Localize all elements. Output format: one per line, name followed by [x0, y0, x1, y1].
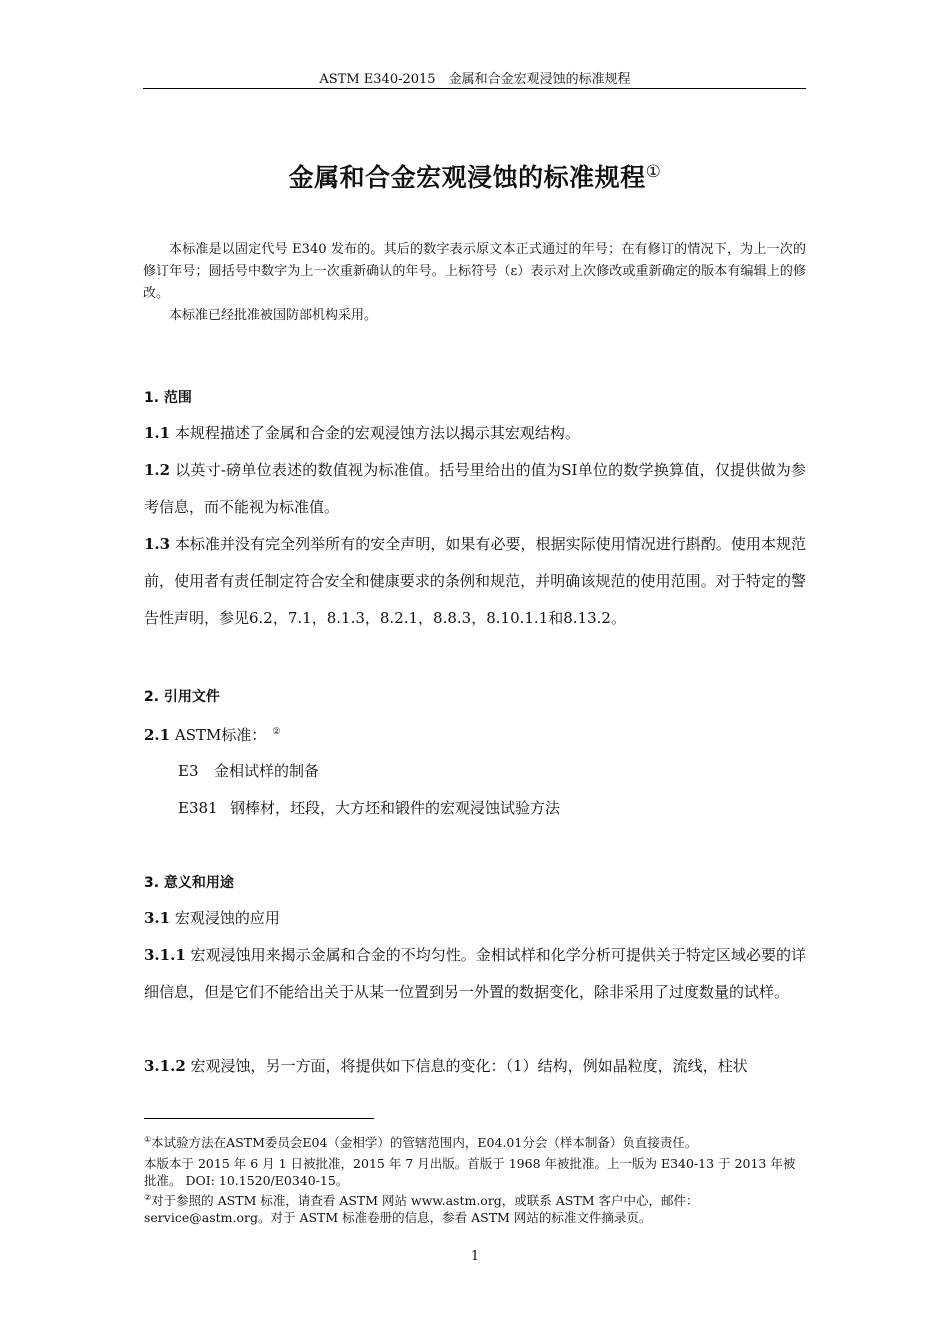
document-title-text: 金属和合金宏观浸蚀的标准规程: [288, 163, 646, 192]
section-3-1: [144, 900, 806, 937]
section-3-heading: 3. 意义和用途: [144, 875, 234, 891]
clause-number: 1.2: [144, 461, 171, 479]
footnote-mark: ①: [144, 1135, 152, 1144]
intro-paragraph-1: 本标准是以固定代号 E340 发布的。其后的数字表示原文本正式通过的年号；在有修订的情况下，为上一次的修订年号；圆括号中数字为上一次重新确认的年号。上标符号（ε）表示对上次修改或重新确定的版本有编辑上的修改。: [143, 242, 806, 301]
footnote-rule: [144, 1118, 374, 1119]
section-1-1: [144, 415, 806, 452]
clause-text: 本规程描述了金属和合金的宏观浸蚀方法以揭示其宏观结构。: [170, 424, 580, 442]
footnote-text: 对于参照的 ASTM 标准，请查看 ASTM 网站 www.astm.org，或联系 ASTM 客户中心，邮件：service@astm.org。对于 ASTM 标准卷册的信息，参看 ASTM 网站的标准文件摘录页。: [144, 1193, 699, 1225]
section-1-heading: 1. 范围: [144, 390, 192, 406]
reference-title: 金相试样的制备: [214, 762, 320, 780]
footnote-1: [144, 1131, 806, 1151]
reference-code: E3: [178, 762, 199, 780]
clause-number: 1.1: [144, 424, 171, 442]
page-number: 1: [470, 1249, 480, 1264]
clause-number: 3.1.1: [144, 946, 186, 964]
running-header: ASTM E340-2015 金属和合金宏观浸蚀的标准规程: [319, 72, 631, 87]
section-1-2: [144, 452, 806, 526]
footnote-1-continued: 本版本于 2015 年 6 月 1 日被批准，2015 年 7 月出版。首版于 1968 年被批准。上一版为 E340-13 于 2013 年被批准。 DOI: 10.1520/E0340-15。: [144, 1156, 796, 1188]
intro-block: [143, 239, 806, 327]
section-2-1: [144, 714, 806, 754]
clause-text: 以英寸-磅单位表述的数值视为标准值。括号里给出的值为SI单位的数学换算值，仅提供做为参考信息，而不能视为标准值。: [144, 461, 806, 516]
clause-number: 1.3: [144, 535, 171, 553]
clause-text: 宏观浸蚀的应用: [170, 909, 280, 927]
intro-paragraph-2: 本标准已经批准被国防部机构采用。: [169, 308, 378, 323]
clause-text: 宏观浸蚀，另一方面，将提供如下信息的变化：（1）结构，例如晶粒度，流线，柱状: [185, 1057, 748, 1075]
clause-text: ASTM标准：: [170, 726, 267, 744]
title-footnote-mark: ①: [645, 162, 662, 182]
section-3-1-2: [144, 1048, 806, 1085]
clause-number: 3.1: [144, 909, 171, 927]
reference-code: E381: [178, 799, 218, 817]
footnote-2: [144, 1189, 806, 1226]
section-2-heading: 2. 引用文件: [144, 689, 220, 705]
footnote-text: 本试验方法在ASTM委员会E04（金相学）的管辖范围内，E04.01分会（样本制备）负直接责任。: [151, 1135, 698, 1150]
clause-number: 3.1.2: [144, 1057, 186, 1075]
clause-text: 本标准并没有完全列举所有的安全声明，如果有必要，根据实际使用情况进行斟酌。使用本规范前，使用者有责任制定符合安全和健康要求的条例和规范，并明确该规范的使用范围。对于特定的警告性声明，参见6.2，7.1，8.1.3，8.2.1，8.8.3，8.10.1.1和8.13.2。: [144, 535, 806, 627]
clause-footnote-mark: ②: [272, 727, 281, 737]
clause-number: 2.1: [144, 726, 171, 744]
reference-title: 钢棒材，坯段，大方坯和锻件的宏观浸蚀试验方法: [230, 799, 561, 817]
reference-item: [178, 760, 319, 781]
section-1-3: [144, 526, 806, 637]
document-title: [0, 158, 950, 194]
clause-text: 宏观浸蚀用来揭示金属和合金的不均匀性。金相试样和化学分析可提供关于特定区域必要的详细信息，但是它们不能给出关于从某一位置到另一外置的数据变化，除非采用了过度数量的试样。: [144, 946, 806, 1001]
footnote-mark: ②: [144, 1193, 152, 1202]
reference-item: [178, 797, 560, 818]
header-rule: [143, 88, 806, 89]
section-3-1-1: [144, 937, 806, 1011]
